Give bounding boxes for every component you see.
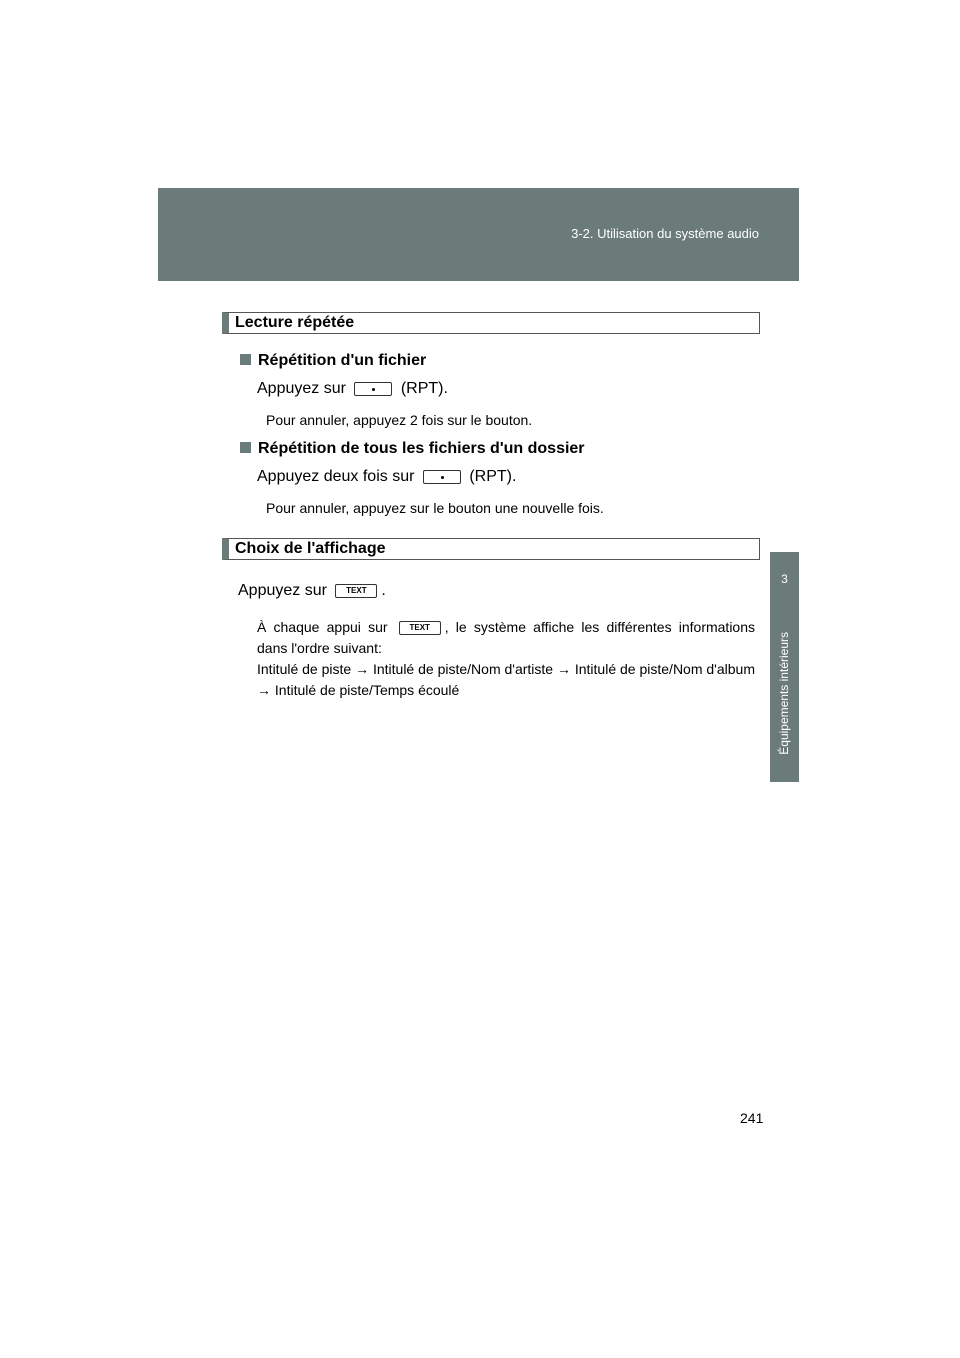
text-button-icon: TEXT [335,584,377,598]
subheading-repeat-file: Répétition d'un fichier [240,352,426,370]
rpt-button-icon [354,382,392,396]
header-band [158,188,799,281]
header-title: 3-2. Utilisation du système audio [571,226,759,241]
chapter-tab [770,552,799,782]
square-bullet-icon [240,442,251,453]
note-repeat-folder: Pour annuler, appuyez sur le bouton une nouvelle fois. [266,500,604,516]
instruction-repeat-file: Appuyez sur (RPT). [257,380,448,397]
chapter-label: Équipements intérieurs [777,632,791,755]
page-number: 241 [740,1110,764,1126]
rpt-button-icon [423,470,461,484]
instruction-repeat-folder: Appuyez deux fois sur (RPT). [257,468,517,485]
note-display: À chaque appui sur TEXT , le système affiche les différentes informations dans l'ordre suivant: Intitulé de piste → Intitulé de piste/Nom d'artiste → Intitulé de piste/Nom d'album → Intitulé de piste/Temps écoulé [257,619,756,698]
display-sequence: Intitulé de piste → Intitulé de piste/Nom d'artiste → Intitulé de piste/Nom d'album → Intitulé de piste/Temps écoulé [257,661,755,698]
section-title-repeat: Lecture répétée [222,312,760,334]
instruction-display: Appuyez sur TEXT . [238,582,386,599]
section-title-display: Choix de l'affichage [222,538,760,560]
chapter-number: 3 [781,572,788,586]
text-button-icon: TEXT [399,621,441,635]
subheading-repeat-folder: Répétition de tous les fichiers d'un dossier [240,440,585,458]
square-bullet-icon [240,354,251,365]
note-repeat-file: Pour annuler, appuyez 2 fois sur le bouton. [266,412,533,428]
